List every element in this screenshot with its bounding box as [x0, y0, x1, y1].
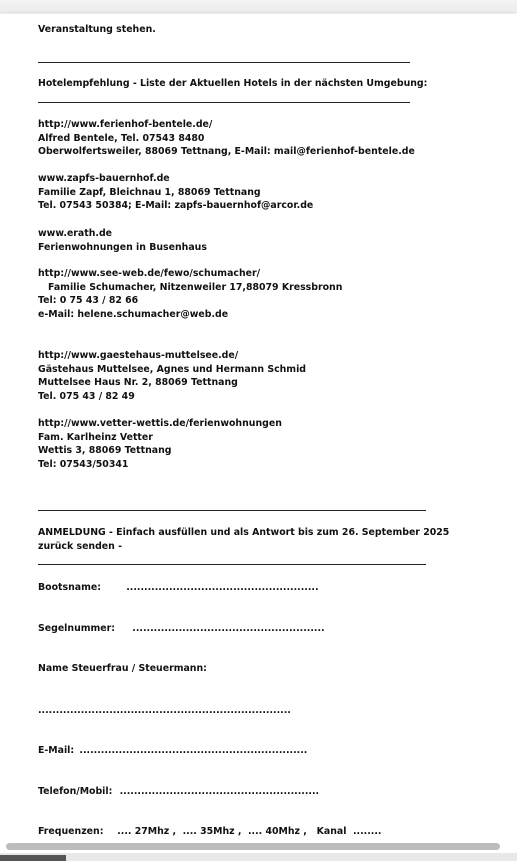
field-label: E-Mail: — [38, 745, 75, 756]
helmsman-field[interactable]: ....................................................................... — [38, 705, 291, 716]
separator-line — [38, 510, 426, 511]
hotels-heading: Hotelempfehlung - Liste der Aktuellen Hotels in der nächsten Umgebung: — [38, 78, 428, 89]
hotel-phone: Tel: 07543/50341 — [38, 458, 129, 470]
hotel-contact: Familie Schumacher, Nitzenweiler 17,88079 Kressbronn — [48, 281, 343, 293]
intro-tail-text: Veranstaltung stehen. — [38, 24, 156, 35]
hotel-contact: Alfred Bentele, Tel. 07543 8480 — [38, 132, 205, 144]
field-label: Telefon/Mobil: — [38, 786, 113, 797]
field-dots: ................................................................ — [79, 745, 308, 756]
horizontal-scrollbar[interactable] — [6, 843, 500, 850]
hotel-contact: Familie Zapf, Bleichnau 1, 88069 Tettnang — [38, 186, 261, 198]
hotel-address: Tel. 07543 50384; E-Mail: zapfs-bauernhof@arcor.de — [38, 200, 314, 212]
hotel-email: e-Mail: helene.schumacher@web.de — [38, 308, 229, 320]
hotel-link[interactable]: www.zapfs-bauernhof.de — [38, 173, 170, 184]
hotel-contact: Gästehaus Muttelsee, Agnes und Hermann Schmid — [38, 363, 306, 375]
anmeldung-subheading: zurück senden - — [38, 540, 122, 552]
hotel-link[interactable]: http://www.gaestehaus-muttelsee.de/ — [38, 350, 239, 361]
field-label: Frequenzen: — [38, 826, 104, 837]
field-label: Segelnummer: — [38, 623, 116, 634]
field-dots: ...................................................... — [126, 582, 319, 593]
window-top-bar — [0, 0, 517, 12]
email-field[interactable] — [38, 744, 307, 758]
hotel-phone: Tel: 0 75 43 / 82 66 — [38, 295, 139, 307]
hotel-contact: Ferienwohnungen in Busenhaus — [38, 241, 207, 253]
separator-line — [38, 102, 410, 103]
anmeldung-heading: ANMELDUNG - Einfach ausfüllen und als Antwort bis zum 26. September 2025 — [38, 527, 450, 538]
hotel-link[interactable]: http://www.ferienhof-bentele.de/ — [38, 119, 213, 130]
field-dots: ........................................................ — [119, 786, 320, 797]
field-label: Bootsname: — [38, 582, 101, 593]
frequencies-field[interactable] — [38, 825, 381, 839]
helmsman-field-label: Name Steuerfrau / Steuermann: — [38, 663, 207, 674]
bottom-bar — [0, 853, 517, 861]
hotel-link[interactable]: www.erath.de — [38, 228, 113, 239]
hotel-contact: Fam. Karlheinz Vetter — [38, 431, 153, 443]
phone-field[interactable] — [38, 785, 319, 799]
separator-line — [38, 564, 426, 565]
hotel-address: Wettis 3, 88069 Tettnang — [38, 445, 172, 457]
hotel-address: Oberwolfertsweiler, 88069 Tettnang, E-Mail: mail@ferienhof-bentele.de — [38, 146, 415, 158]
sail-number-field[interactable] — [38, 622, 325, 636]
field-dots: ...................................................... — [132, 623, 325, 634]
scrollbar-thumb[interactable] — [0, 855, 66, 861]
hotel-link[interactable]: http://www.see-web.de/fewo/schumacher/ — [38, 268, 261, 279]
hotel-link[interactable]: http://www.vetter-wettis.de/ferienwohnungen — [38, 418, 282, 429]
hotel-phone: Tel. 075 43 / 82 49 — [38, 390, 135, 402]
hotel-address: Muttelsee Haus Nr. 2, 88069 Tettnang — [38, 377, 238, 389]
field-dots: .... 27Mhz , .... 35Mhz , .... 40Mhz , Kanal ........ — [110, 826, 382, 837]
boat-name-field[interactable] — [38, 581, 319, 595]
separator-line — [38, 62, 410, 63]
